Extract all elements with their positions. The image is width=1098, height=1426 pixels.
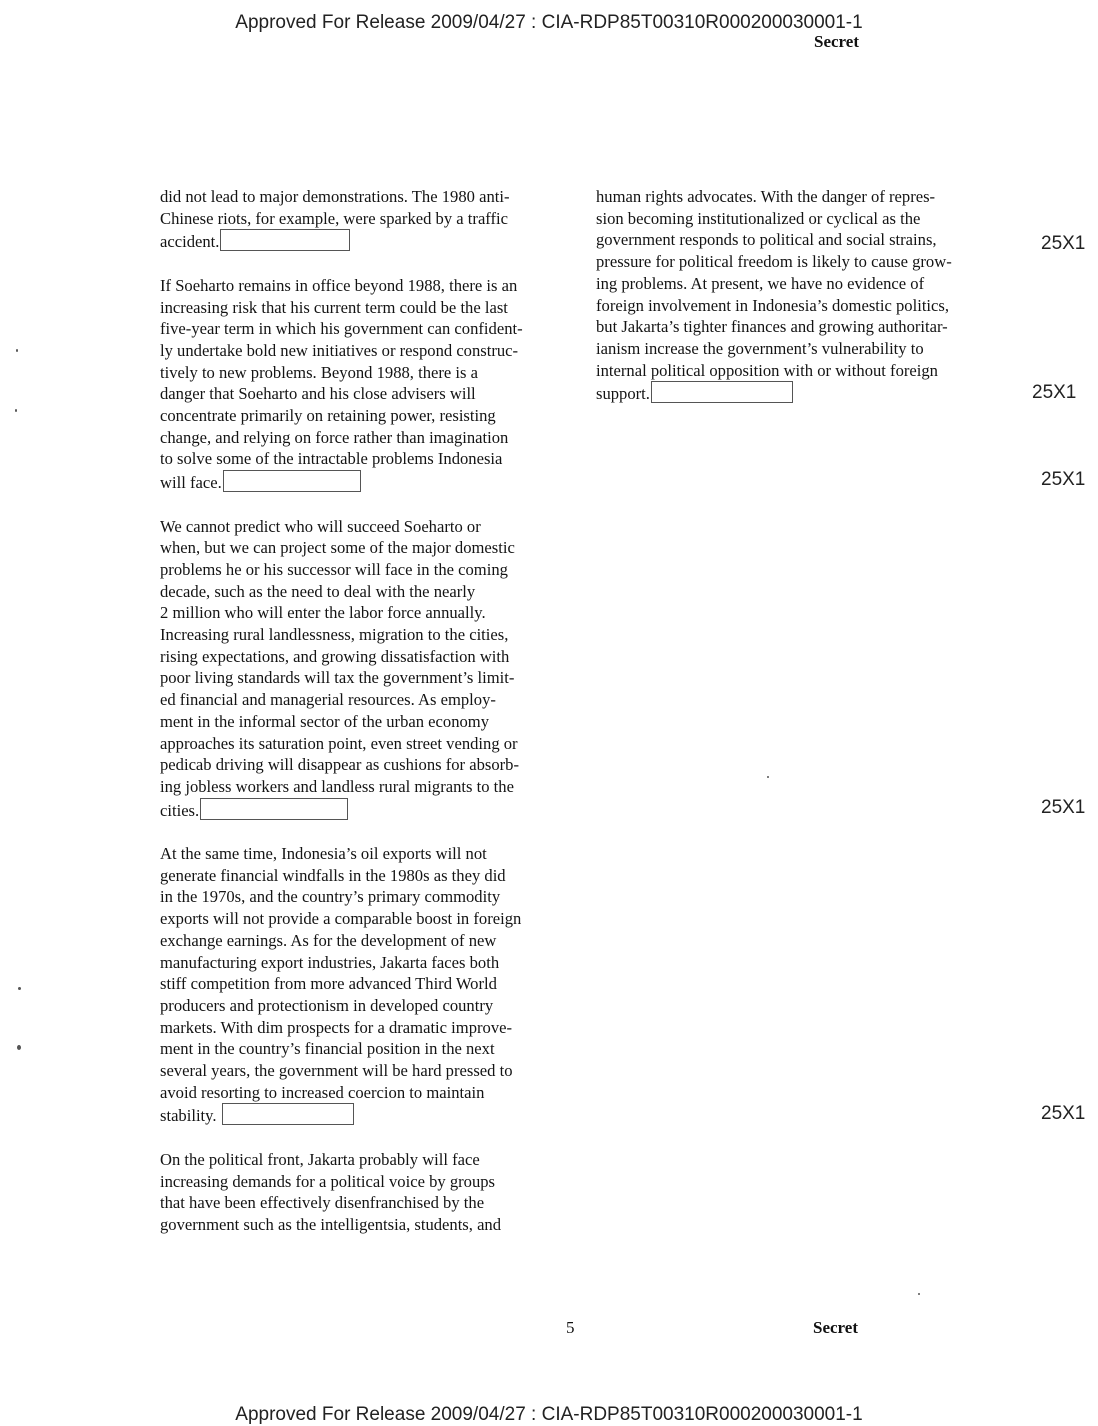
- line-text: will face.: [160, 473, 222, 493]
- text-line: stiff competition from more advanced Third World: [160, 974, 497, 994]
- text-line: increasing risk that his current term could be the last: [160, 297, 508, 317]
- text-line: approaches its saturation point, even street vending or: [160, 733, 518, 753]
- text-line: when, but we can project some of the major domestic: [160, 538, 515, 558]
- classification-header: Secret: [814, 32, 859, 51]
- text-line: to solve some of the intractable problems Indonesia: [160, 449, 503, 469]
- text-line: foreign involvement in Indonesia’s domestic politics,: [596, 295, 950, 315]
- text-line: several years, the government will be hard pressed to: [160, 1061, 513, 1081]
- text-line: If Soeharto remains in office beyond 1988, there is an: [160, 275, 518, 295]
- redaction-box: [222, 1103, 354, 1125]
- text-line: concentrate primarily on retaining power, resisting: [160, 406, 496, 426]
- text-line: [160, 229, 523, 253]
- text-line: increasing demands for a political voice by groups: [160, 1171, 496, 1191]
- exemption-marker: 25X1: [1041, 797, 1086, 818]
- text-line: 2 million who will enter the labor force annually.: [160, 603, 486, 623]
- paragraph: [596, 186, 952, 405]
- text-line: sion becoming institutionalized or cyclical as the: [596, 208, 921, 228]
- scan-speck: [15, 409, 17, 412]
- text-line: On the political front, Jakarta probably will face: [160, 1149, 480, 1169]
- text-line: ment in the informal sector of the urban economy: [160, 711, 490, 731]
- text-line: pressure for political freedom is likely to cause grow-: [596, 252, 952, 272]
- text-line: ianism increase the government’s vulnerability to: [596, 338, 924, 358]
- scan-speck: [16, 349, 18, 352]
- text-line: human rights advocates. With the danger of repres-: [596, 187, 936, 206]
- text-line: generate financial windfalls in the 1980s as they did: [160, 865, 506, 885]
- text-line: exchange earnings. As for the development of new: [160, 930, 497, 950]
- text-line: change, and relying on force rather than imagination: [160, 427, 509, 447]
- line-text: support.: [596, 384, 650, 404]
- paragraph: [160, 516, 523, 822]
- text-line: pedicab driving will disappear as cushions for absorb-: [160, 755, 519, 775]
- text-line: that have been effectively disenfranchised by the: [160, 1193, 485, 1213]
- text-line: but Jakarta’s tighter finances and growing authoritar-: [596, 317, 948, 337]
- text-line: five-year term in which his government can confident-: [160, 319, 523, 339]
- line-text: stability.: [160, 1106, 217, 1126]
- text-line: ing problems. At present, we have no evidence of: [596, 273, 925, 293]
- text-line: problems he or his successor will face in the coming: [160, 559, 508, 579]
- text-line: rising expectations, and growing dissatisfaction with: [160, 646, 510, 666]
- text-line: exports will not provide a comparable boost in foreign: [160, 909, 522, 929]
- text-line: [160, 1103, 523, 1127]
- text-line: At the same time, Indonesia’s oil exports will not: [160, 844, 487, 864]
- exemption-marker: 25X1: [1041, 1103, 1086, 1124]
- text-line: government such as the intelligentsia, students, and: [160, 1214, 502, 1234]
- text-line: decade, such as the need to deal with the nearly: [160, 581, 476, 601]
- paragraph: [160, 275, 523, 494]
- release-stamp-top: Approved For Release 2009/04/27 : CIA-RDP85T00310R000200030001-1: [235, 12, 863, 33]
- exemption-marker: 25X1: [1041, 469, 1086, 490]
- text-line: [160, 798, 523, 822]
- line-text: cities.: [160, 800, 200, 820]
- paragraph: [160, 1149, 523, 1236]
- text-line: avoid resorting to increased coercion to maintain: [160, 1082, 485, 1102]
- text-line: ment in the country’s financial position in the next: [160, 1039, 495, 1059]
- left-column: [160, 186, 523, 1236]
- text-line: [160, 470, 523, 494]
- scan-speck: [18, 987, 21, 990]
- text-line: danger that Soeharto and his close advisers will: [160, 384, 476, 404]
- text-line: We cannot predict who will succeed Soeharto or: [160, 516, 481, 536]
- text-line: manufacturing export industries, Jakarta faces both: [160, 952, 500, 972]
- paragraph: [160, 186, 523, 253]
- scan-speck: [767, 776, 769, 778]
- text-line: poor living standards will tax the government’s limit-: [160, 668, 515, 688]
- text-line: did not lead to major demonstrations. The 1980 anti-: [160, 187, 510, 206]
- right-column: [596, 186, 952, 405]
- redaction-box: [223, 470, 361, 492]
- classification-footer: Secret: [813, 1318, 858, 1337]
- redaction-box: [220, 229, 350, 251]
- exemption-marker: 25X1: [1041, 233, 1086, 254]
- paragraph: [160, 843, 523, 1127]
- page-number: 5: [566, 1318, 575, 1337]
- text-line: Increasing rural landlessness, migration to the cities,: [160, 625, 509, 645]
- text-line: tively to new problems. Beyond 1988, there is a: [160, 362, 478, 382]
- release-stamp-bottom: Approved For Release 2009/04/27 : CIA-RDP85T00310R000200030001-1: [235, 1404, 863, 1425]
- text-line: ed financial and managerial resources. As employ-: [160, 690, 496, 710]
- text-line: internal political opposition with or without foreign: [596, 360, 938, 380]
- scan-speck: [918, 1293, 920, 1295]
- redaction-box: [651, 381, 793, 403]
- line-text: accident.: [160, 232, 220, 252]
- exemption-marker: 25X1: [1032, 382, 1077, 403]
- text-line: Chinese riots, for example, were sparked by a traffic: [160, 208, 509, 228]
- text-line: ing jobless workers and landless rural migrants to the: [160, 776, 514, 796]
- text-line: government responds to political and social strains,: [596, 230, 937, 250]
- scan-speck: [17, 1045, 21, 1050]
- text-line: markets. With dim prospects for a dramatic improve-: [160, 1017, 513, 1037]
- text-line: in the 1970s, and the country’s primary commodity: [160, 887, 501, 907]
- text-line: ly undertake bold new initiatives or respond construc-: [160, 340, 519, 360]
- text-line: [596, 381, 952, 405]
- redaction-box: [200, 798, 348, 820]
- text-line: producers and protectionism in developed country: [160, 995, 494, 1015]
